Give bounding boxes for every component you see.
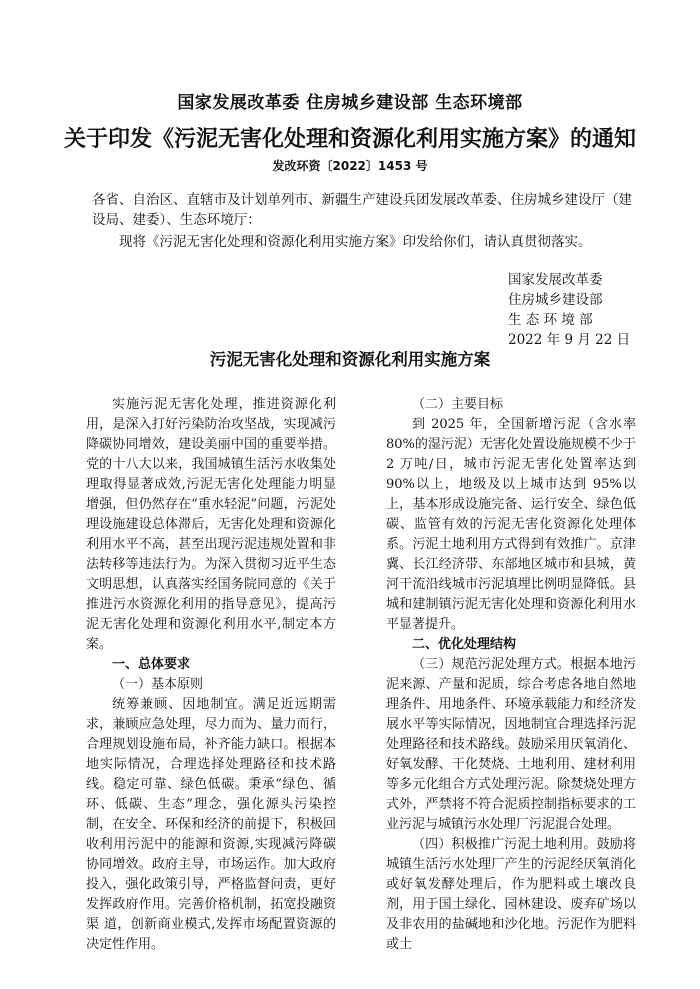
instruction: 现将《污泥无害化处理和资源化利用实施方案》印发给你们，请认真贯彻落实。 bbox=[119, 234, 592, 250]
notice-title: 关于印发《污泥无害化处理和资源化利用实施方案》的通知 bbox=[63, 127, 636, 152]
right-column bbox=[386, 395, 636, 955]
document-number: 发改环资〔2022〕1453 号 bbox=[272, 159, 428, 173]
paragraph: （四）积极推广污泥土地利用。鼓励将城镇生活污水处理厂产生的污泥经厌氧消化或好氧发酵处理后，作为肥料或土壤改良剂，用于国土绿化、园林建设、废弃矿场以及非农用的盐碱地和沙化地。污泥作为肥料或土 bbox=[386, 837, 636, 952]
paragraph: 统筹兼顾、因地制宜。满足近远期需求，兼顾应急处理，尽力而为、量力而行，合理规划设施布局，补齐能力缺口。根据本地实际情况，合理选择处理路径和技术路线。稳定可靠、绿色低碳。秉承“绿色、循环、低碳、生态”理念，强化源头污染控制，在安全、环保和经济的前提下，积极回收利用污泥中的能源和资源,实现减污降碳协同增效。政府主导，市场运作。加大政府投入，强化政策引导，严格监督问责，更好发挥政府作用。完善价格机制，拓宽投融资渠 道，创新商业模式,发挥市场配置资源的决定性作用。 bbox=[86, 697, 336, 952]
subsection-heading: （一）基本原则 bbox=[112, 677, 204, 692]
paragraph: 到 2025 年，全国新增污泥（含水率 80%的湿污泥）无害化处置设施规模不少于 2 万吨/日，城市污泥无害化处置率达到 90%以上，地级及以上城市达到 95%以上，基本形成设施完备、运行安全、绿色低碳、监管有效的污泥无害化资源化处理体系。污泥土地利用方式得到有效推广。京津冀、长江经济带、东部地区城市和县城，黄河干流沿线城市污泥填埋比例明显降低。县城和建制镇污泥无害化处理和资源化利用水平显著提升。 bbox=[386, 417, 636, 632]
signatory: 国家发展改革委 bbox=[508, 272, 603, 288]
subsection-heading: （二）主要目标 bbox=[412, 397, 504, 412]
section-heading: 二、优化处理结构 bbox=[412, 637, 517, 652]
paragraph: 实施污泥无害化处理，推进资源化利用，是深入打好污染防治攻坚战，实现减污降碳协同增效，建设美丽中国的重要举措。党的十八大以来，我国城镇生活污水收集处理取得显著成效,污泥无害化处理能力明显增强，但仍然存在“重水轻泥”问题，污泥处理设施建设总体滞后，无害化处理和资源化利用水平不高，甚至出现污泥违规处置和非法转移等违法行为。为深入贯彻习近平生态文明思想，认真落实经国务院同意的《关于推进污水资源化利用的指导意见》，提高污泥无害化处理和资源化利用水平,制定本方案。 bbox=[86, 397, 336, 652]
paragraph: （三）规范污泥处理方式。根据本地污泥来源、产量和泥质，综合考虑各地自然地理条件、用地条件、环境承载能力和经济发展水平等实际情况，因地制宜合理选择污泥处理路径和技术路线。鼓励采用厌氧消化、好氧发酵、干化焚烧、土地利用、建材利用等多元化组合方式处理污泥。除焚烧处理方式外，严禁将不符合泥质控制指标要求的工业污泥与城镇污水处理厂污泥混合处理。 bbox=[386, 657, 636, 832]
plan-title: 污泥无害化处理和资源化利用实施方案 bbox=[209, 350, 491, 369]
section-heading: 一、总体要求 bbox=[112, 657, 191, 672]
signoff-block bbox=[508, 270, 648, 350]
left-column bbox=[86, 395, 336, 955]
signatory: 住房城乡建设部 bbox=[508, 292, 603, 308]
issuing-agencies: 国家发展改革委 住房城乡建设部 生态环境部 bbox=[177, 93, 523, 113]
salutation: 各省、自治区、直辖市及计划单列市、新疆生产建设兵团发展改革委、住房城乡建设厅（建设局、建委）、生态环境厅： bbox=[92, 192, 632, 228]
signoff-date: 2022 年 9 月 22 日 bbox=[508, 332, 631, 348]
signatory: 生 态 环 境 部 bbox=[508, 312, 593, 328]
